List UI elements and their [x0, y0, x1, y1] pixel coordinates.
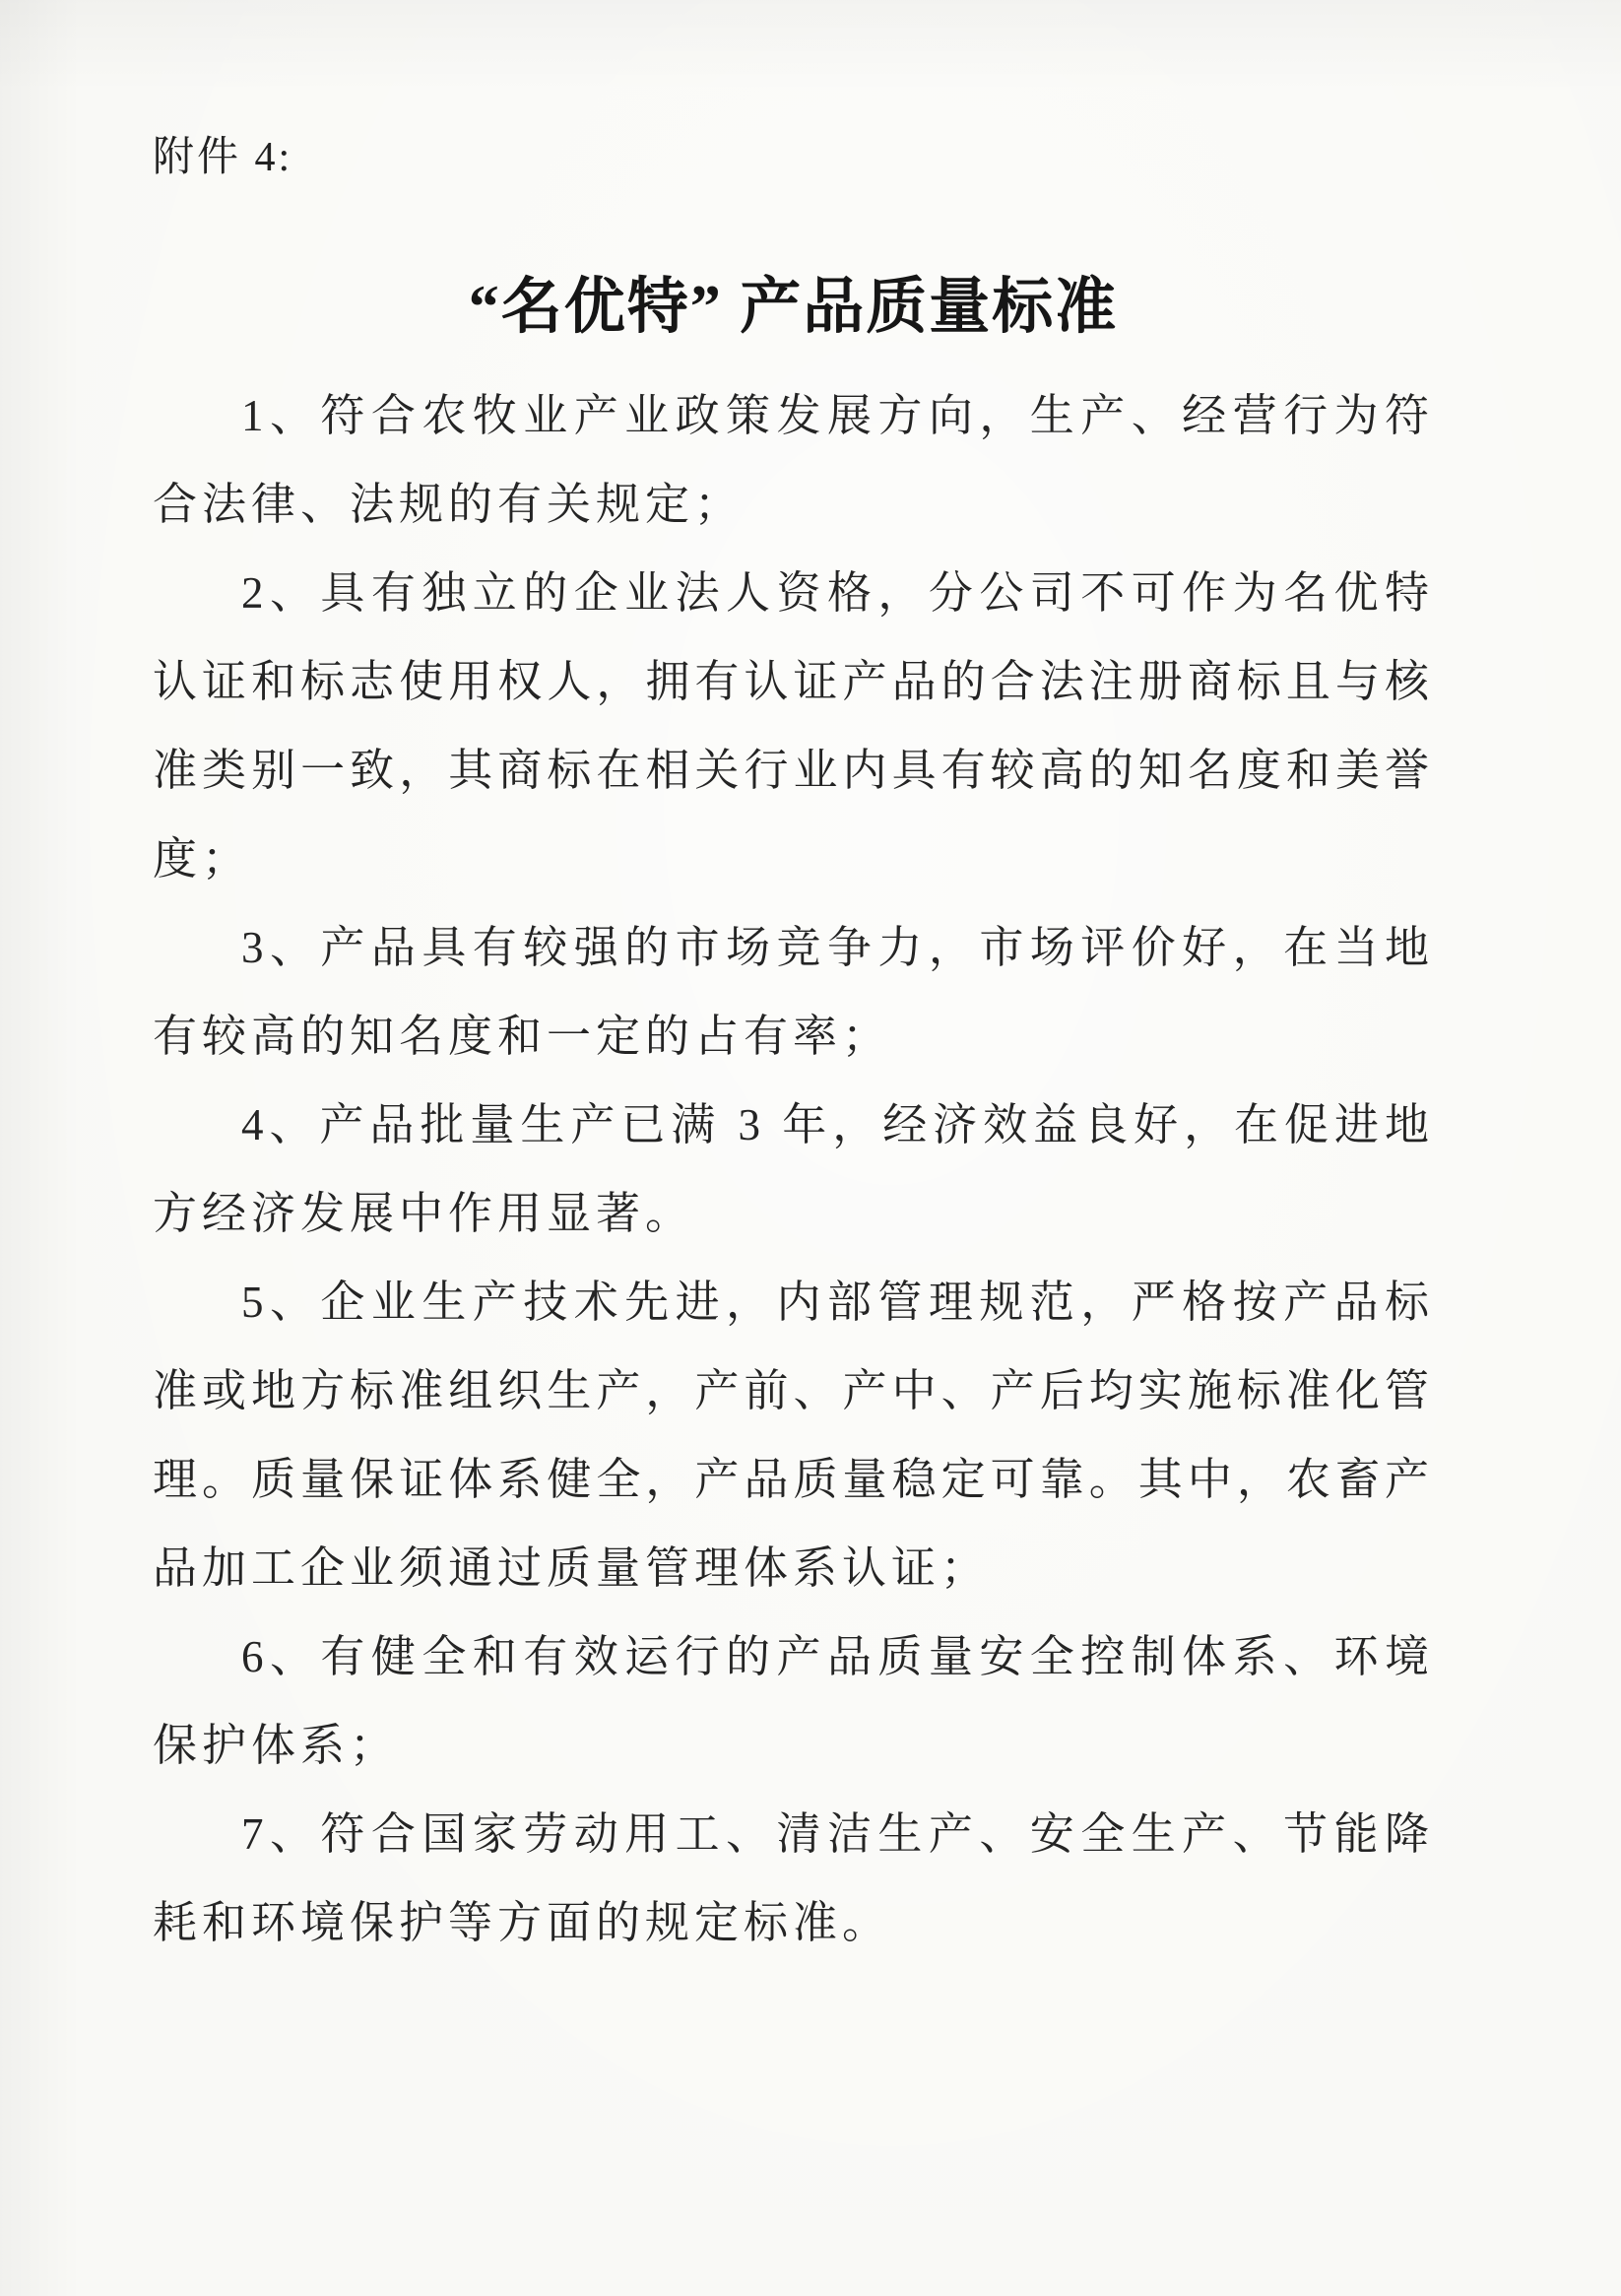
body-paragraph: 6、有健全和有效运行的产品质量安全控制体系、环境保护体系；	[153, 1632, 1434, 1770]
document-title: “名优特” 产品质量标准	[468, 274, 1119, 341]
document-body	[153, 371, 1434, 1967]
body-paragraph: 2、具有独立的企业法人资格，分公司不可作为名优特认证和标志使用权人，拥有认证产品的合法注册商标且与核准类别一致，其商标在相关行业内具有较高的知名度和美誉度；	[153, 568, 1434, 884]
body-paragraph: 7、符合国家劳动用工、清洁生产、安全生产、节能降耗和环境保护等方面的规定标准。	[153, 1809, 1434, 1947]
body-paragraph: 3、产品具有较强的市场竞争力，市场评价好，在当地有较高的知名度和一定的占有率；	[153, 923, 1434, 1061]
body-paragraph: 4、产品批量生产已满 3 年，经济效益良好，在促进地方经济发展中作用显著。	[153, 1100, 1434, 1238]
body-paragraph: 5、企业生产技术先进，内部管理规范，严格按产品标准或地方标准组织生产，产前、产中、产后均实施标准化管理。质量保证体系健全，产品质量稳定可靠。其中，农畜产品加工企业须通过质量管理体系认证；	[153, 1278, 1434, 1593]
attachment-label: 附件 4:	[153, 135, 293, 180]
body-paragraph: 1、符合农牧业产业政策发展方向，生产、经营行为符合法律、法规的有关规定；	[153, 391, 1434, 529]
